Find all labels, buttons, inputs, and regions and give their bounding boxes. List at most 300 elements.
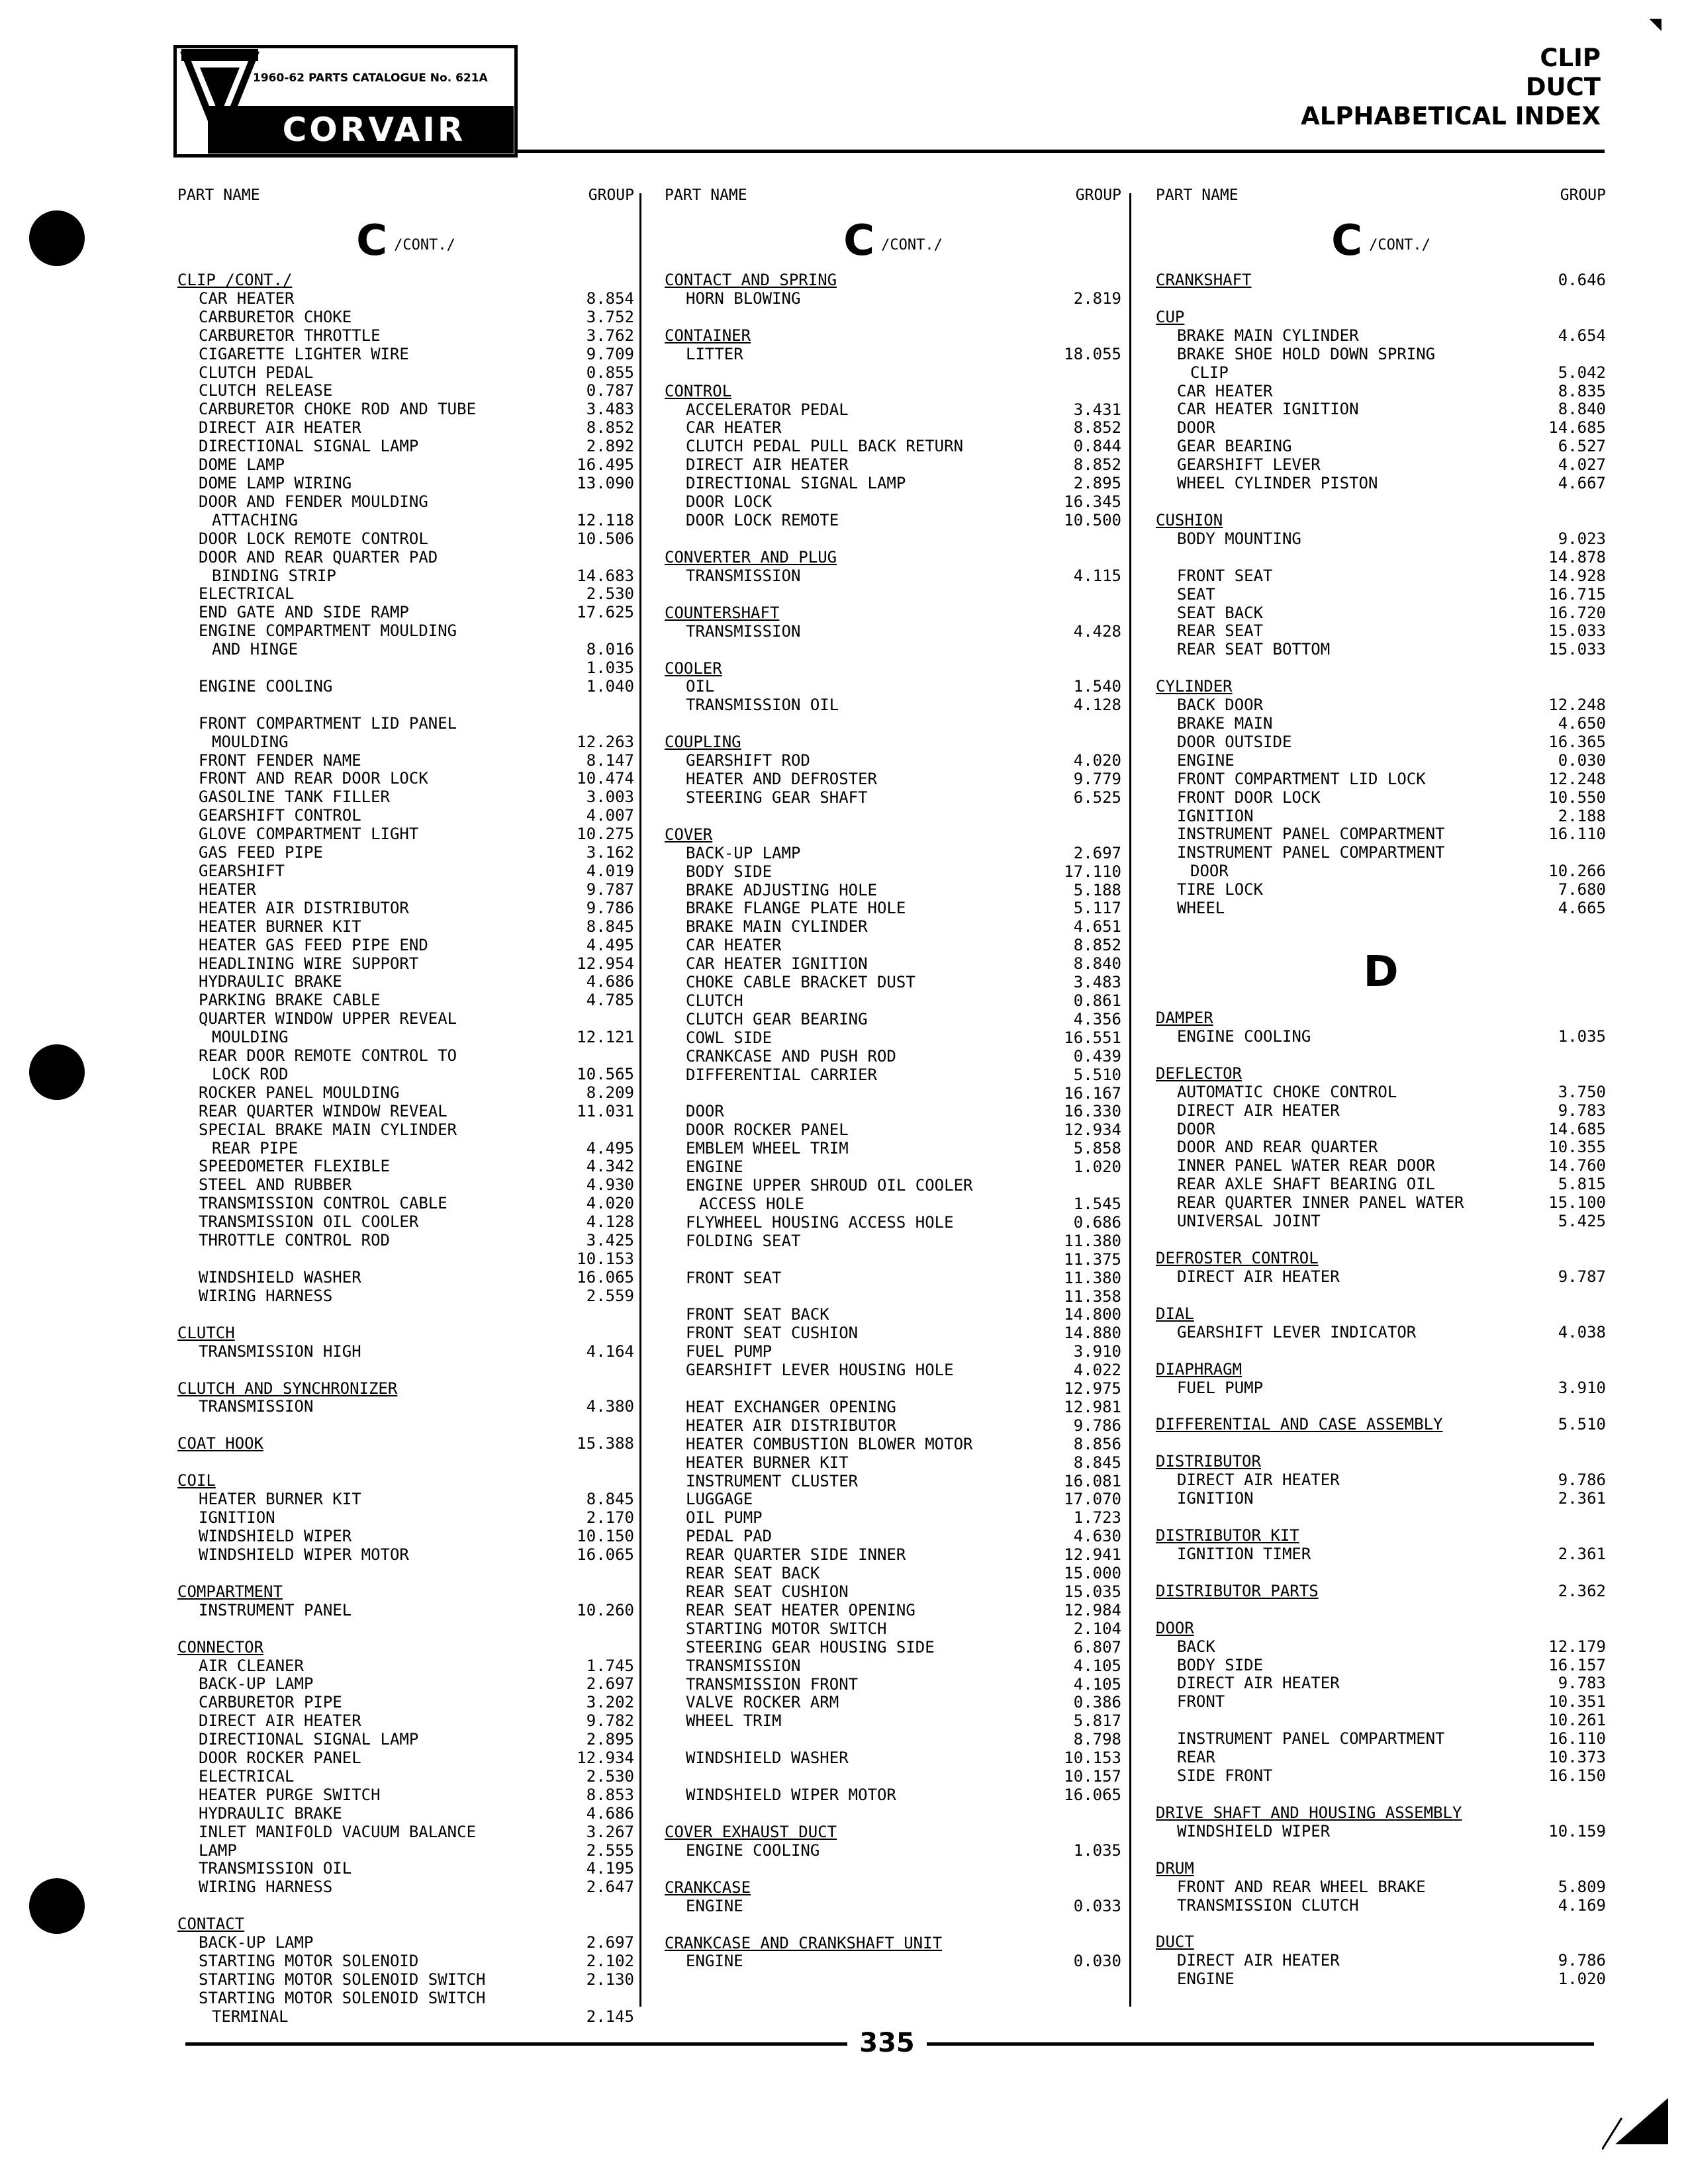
index-group [1156,1305,1606,1342]
group-header [665,549,1121,567]
entry-name: DIRECT AIR HEATER [1177,1101,1340,1120]
entry-codes [577,604,634,622]
part-name-label: PART NAME [1156,187,1239,204]
group-number: 9.023 [1558,529,1606,548]
entry-codes [586,1158,634,1176]
index-group [665,1879,1121,1916]
index-entry [177,1675,634,1694]
group-title: DISTRIBUTOR KIT [1156,1526,1299,1545]
index-entry [665,1085,1121,1122]
index-entry [665,1343,1121,1361]
group-number: 12.179 [1548,1637,1606,1656]
entry-name: SEAT [1177,584,1215,604]
entry-codes [1558,1324,1606,1342]
index-entry [1156,400,1606,419]
entry-codes [1064,1232,1121,1251]
index-entry [1156,1268,1606,1287]
group-number: 10.153 [577,1250,634,1269]
index-entry [665,456,1121,475]
group-number: 16.157 [1548,1655,1606,1674]
group-number: 3.750 [1558,1082,1606,1101]
entry-name: LITTER [686,344,743,363]
index-column-1 [177,187,634,2045]
entry-name: ENGINE COOLING [199,676,333,696]
index-entry [1156,604,1606,623]
index-entry [1156,530,1606,549]
index-entry [177,807,634,825]
entry-codes [586,1823,634,1842]
group-number: 8.798 [1073,1730,1121,1749]
entry-codes [1074,623,1121,641]
group-number: 4.038 [1558,1322,1606,1342]
entry-name: HEATER GAS FEED PIPE END [199,935,428,954]
group-number: 2.188 [1558,806,1606,825]
index-entry [665,1897,1121,1916]
index-group [665,1823,1121,1860]
group-number: 16.330 [1064,1102,1121,1121]
entry-codes [577,456,634,475]
entry-codes [1548,1138,1606,1157]
index-entry [1156,549,1606,586]
entry-name: STARTING MOTOR SOLENOID SWITCH [199,1988,486,2007]
group-number: 5.425 [1558,1212,1606,1231]
entry-name: GAS FEED PIPE [199,843,323,862]
entry-name: HEATER COMBUSTION BLOWER MOTOR [686,1434,973,1453]
section-letter [1156,212,1606,271]
entry-name: REAR PIPE [212,1138,299,1158]
group-number: 2.104 [1073,1619,1121,1638]
group-number: 5.815 [1558,1175,1606,1194]
entry-name: TRANSMISSION CLUTCH [1177,1895,1359,1915]
group-number: 4.128 [1073,696,1121,715]
index-entry [177,1287,634,1306]
group-header [177,1915,634,1934]
entry-name: FLYWHEEL HOUSING ACCESS HOLE [686,1212,954,1232]
group-number: 12.121 [577,1028,634,1047]
group-number: 1.035 [1558,1026,1606,1046]
group-number: 4.654 [1558,326,1606,345]
group-title: DEFROSTER CONTROL [1156,1248,1319,1267]
group-number: 2.895 [1073,474,1121,493]
entry-name: DIRECTIONAL SIGNAL LAMP [686,474,906,493]
entry-name: CAR HEATER [1177,381,1273,400]
entry-name: CAR HEATER IGNITION [686,954,868,974]
group-number: 12.263 [577,732,634,751]
group-number: 4.169 [1558,1895,1606,1915]
brand-name: CORVAIR [282,111,466,149]
group-header [1156,1804,1606,1823]
index-column-3 [1156,187,1606,2007]
index-entry [665,1158,1121,1177]
index-entry [177,585,634,604]
group-number: 0.439 [1073,1046,1121,1066]
entry-codes [1074,1842,1121,1860]
entry-codes [1074,1620,1121,1639]
entry-codes [586,1694,634,1712]
entry-name: STARTING MOTOR SOLENOID [199,1952,419,1971]
entry-codes [1074,844,1121,863]
entry-codes [1548,622,1606,641]
column-header [665,187,1121,212]
group-number: 2.130 [586,1970,634,1989]
index-entry [665,1842,1121,1860]
entry-codes [1064,345,1121,364]
index-entry [665,1029,1121,1048]
index-group [665,826,1121,1805]
index-entry [1156,1711,1606,1749]
entry-name: ELECTRICAL [199,1766,295,1786]
index-entry [177,899,634,918]
entry-codes [1074,936,1121,955]
group-number: 8.209 [586,1083,634,1102]
entry-name: SPEEDOMETER FLEXIBLE [199,1157,390,1176]
entry-name: WHEEL TRIM [686,1711,782,1731]
entry-name: CLUTCH PEDAL [199,363,314,382]
entry-codes [577,733,634,752]
entry-name: HEATER BURNER KIT [686,1453,849,1472]
entry-codes [1064,1602,1121,1620]
entry-name: TRANSMISSION [686,621,801,641]
group-number: 10.159 [1548,1821,1606,1841]
index-group [665,733,1121,807]
index-entry [1156,1490,1606,1508]
index-entry [665,401,1121,420]
index-entry [177,437,634,456]
entry-name: BINDING STRIP [212,566,336,585]
index-entry [177,1195,634,1213]
entry-name: BACK-UP LAMP [199,1933,314,1952]
entry-name: HORN BLOWING [686,289,801,308]
entry-codes [1548,862,1606,881]
entry-name: WINDSHIELD WIPER MOTOR [686,1785,896,1804]
entry-codes [577,1749,634,1768]
group-number: 3.910 [1073,1342,1121,1361]
entry-codes [586,419,634,437]
entry-codes [1558,1952,1606,1970]
index-entry [177,622,634,641]
group-number: 8.845 [586,1490,634,1509]
group-number: 14.880 [1064,1324,1121,1343]
entry-codes [1558,1897,1606,1915]
index-entry [1156,383,1606,401]
group-number: 14.800 [1064,1305,1121,1324]
group-number: 1.020 [1558,1970,1606,1989]
index-entry [665,863,1121,882]
group-number: 16.110 [1548,1729,1606,1749]
entry-codes [586,752,634,770]
group-number: 8.016 [586,640,634,659]
entry-codes [1548,789,1606,807]
index-entry [665,752,1121,770]
group-number: 10.266 [1548,862,1606,881]
entry-name: DOOR [1190,862,1229,881]
group-number: 16.065 [577,1545,634,1564]
entry-name: LOCK ROD [212,1064,289,1083]
index-entry [1156,1028,1606,1046]
group-number: 16.495 [577,455,634,475]
index-entry [665,1731,1121,1768]
index-entry [177,364,634,383]
group-number: 2.530 [586,584,634,604]
entry-codes [1074,401,1121,420]
index-entry [1156,456,1606,475]
entry-name: BRAKE MAIN [1177,714,1273,733]
index-entry [177,1786,634,1805]
entry-codes [1074,974,1121,992]
index-entry [1156,1083,1606,1102]
entry-name: TRANSMISSION CONTROL CABLE [199,1194,447,1213]
entry-name: ENGINE COOLING [686,1841,820,1860]
entry-name: HEATER PURGE SWITCH [199,1785,381,1804]
group-title: CLUTCH AND SYNCHRONIZER [177,1379,398,1398]
entry-codes [1064,493,1121,512]
group-title: COOLER [665,659,722,678]
group-header [665,604,1121,623]
index-group [665,271,1121,308]
entry-codes [577,955,634,974]
entry-codes [1074,1066,1121,1085]
entry-name: IGNITION TIMER [1177,1544,1311,1563]
entry-codes [577,1527,634,1546]
group-number: 5.042 [1558,363,1606,382]
entry-codes [1074,1435,1121,1454]
group-number: 16.715 [1548,584,1606,604]
group-number: 9.709 [586,344,634,363]
index-entry [665,1251,1121,1288]
entry-name: BODY SIDE [686,862,773,881]
group-number: 14.685 [1548,418,1606,437]
group-number: 2.647 [586,1878,634,1897]
group-number: 4.019 [586,861,634,880]
group-title: DISTRIBUTOR PARTS [1156,1581,1319,1600]
entry-name: TERMINAL [212,2007,289,2026]
index-entry [1156,437,1606,456]
entry-codes [1548,1157,1606,1175]
entry-name: DIRECT AIR HEATER [1177,1951,1340,1970]
group-header [1156,1065,1606,1083]
entry-codes [586,1509,634,1527]
group-header [1156,271,1606,290]
group-number: 5.817 [1073,1711,1121,1731]
group-number: 17.110 [1064,862,1121,881]
entry-codes [1558,1545,1606,1564]
group-number: 3.202 [586,1693,634,1712]
entry-name: DOOR [1177,418,1215,437]
entry-name: GEAR BEARING [1177,437,1292,456]
entry-codes [1558,400,1606,419]
index-entry [177,659,634,696]
group-number: 2.697 [1073,843,1121,862]
entry-codes [577,475,634,493]
index-group [665,604,1121,641]
index-entry [1156,586,1606,604]
index-group [1156,1361,1606,1398]
group-number: 10.275 [577,825,634,844]
entry-codes [1064,1473,1121,1491]
group-title: DRIVE SHAFT AND HOUSING ASSEMBLY [1156,1803,1462,1822]
group-header [177,1583,634,1602]
entry-name: MOULDING [212,1028,289,1047]
entry-name: WINDSHIELD WASHER [686,1749,849,1768]
entry-name: TRANSMISSION OIL COOLER [199,1212,419,1232]
group-header [665,1879,1121,1897]
group-title: CUSHION [1156,510,1223,529]
group-number: 16.720 [1548,603,1606,622]
group-number: 2.697 [586,1674,634,1694]
index-entry [177,512,634,530]
entry-codes [586,585,634,604]
entry-codes [1548,641,1606,659]
index-column-2 [665,187,1121,1989]
index-entry [177,1989,634,2008]
group-number: 5.809 [1558,1877,1606,1896]
entry-codes [586,1842,634,1860]
index-entry [177,1860,634,1878]
index-entry [177,1657,634,1676]
index-entry [177,696,634,715]
group-title: COIL [177,1471,216,1490]
group-number: 11.380 [1064,1268,1121,1287]
index-entry [177,400,634,419]
group-number: 4.650 [1558,714,1606,733]
entry-name: REAR SEAT HEATER OPENING [686,1600,915,1619]
entry-codes [586,862,634,881]
entry-name: DOOR AND REAR QUARTER PAD [199,547,438,567]
group-number: 1.035 [1073,1841,1121,1860]
index-entry [1156,752,1606,770]
group-title: COUPLING [665,733,741,752]
index-group [1156,271,1606,290]
group-title: CONTAINER [665,326,751,345]
index-entry [177,1805,634,1823]
entry-codes [1074,678,1121,696]
index-entry [665,1214,1121,1232]
entry-name: INSTRUMENT PANEL [199,1600,352,1619]
group-title: CRANKSHAFT [1156,271,1252,289]
entry-codes [1074,918,1121,936]
group-number: 2.530 [586,1766,634,1786]
index-entry [665,1121,1121,1140]
group-number: 3.483 [586,400,634,419]
letter-heading: C [356,216,388,266]
index-entry [1156,1102,1606,1120]
entry-name: REAR SEAT BACK [686,1564,820,1583]
index-entry [1156,789,1606,807]
index-entry [1156,364,1606,383]
group-number: 4.164 [586,1342,634,1361]
group-number: 5.858 [1073,1139,1121,1158]
entry-name: AIR CLEANER [199,1656,304,1675]
index-group [1156,1250,1606,1287]
part-name-label: PART NAME [665,187,747,204]
group-number: 7.680 [1558,880,1606,899]
index-entry [665,1048,1121,1066]
index-entry [665,1232,1121,1251]
index-entry [177,825,634,844]
group-number: 3.910 [1558,1378,1606,1397]
index-entry [1156,1120,1606,1139]
entry-codes [586,1934,634,1952]
index-entry [1156,1471,1606,1490]
entry-name: STARTING MOTOR SWITCH [686,1619,887,1638]
index-entry [177,1084,634,1103]
entry-name: STEERING GEAR SHAFT [686,788,868,807]
index-entry [177,991,634,1010]
group-number: 10.157 [1064,1767,1121,1786]
group-number: 12.248 [1548,696,1606,715]
entry-name: BODY MOUNTING [1177,529,1301,548]
index-entry [177,955,634,974]
index-entry [177,493,634,512]
index-entry [1156,696,1606,715]
entry-name: CRANKCASE AND PUSH ROD [686,1046,896,1066]
index-entry [665,974,1121,992]
group-number: 10.260 [577,1600,634,1619]
group-number: 12.934 [577,1749,634,1768]
entry-name: FRONT SEAT [1177,566,1273,585]
index-entry [177,1213,634,1232]
entry-name: ATTACHING [212,510,299,529]
group-number: 4.495 [586,1138,634,1158]
entry-name: SEAT BACK [1177,603,1264,622]
index-entry [665,1620,1121,1639]
entry-name: SIDE FRONT [1177,1766,1273,1785]
index-entry [1156,770,1606,789]
entry-codes [577,1066,634,1084]
entry-name: HEATER [199,880,256,899]
entry-codes [586,1287,634,1306]
index-entry [1156,1897,1606,1915]
index-entry [1156,1970,1606,1989]
entry-codes [1558,327,1606,345]
index-entry [1156,1379,1606,1398]
index-entry [177,1971,634,1989]
entry-codes [586,290,634,308]
group-number: 8.852 [1073,418,1121,437]
index-entry [665,1657,1121,1676]
index-entry [665,1380,1121,1417]
entry-codes [1548,1711,1606,1749]
group-number: 3.762 [586,326,634,345]
entry-codes [1558,1102,1606,1120]
index-group [1156,1860,1606,1915]
group-number: 4.686 [586,972,634,991]
entry-codes [1558,1379,1606,1398]
index-entry [665,770,1121,789]
index-entry [1156,345,1606,364]
entry-codes [1074,752,1121,770]
group-number: 1.545 [1073,1194,1121,1213]
entry-name: DOOR LOCK REMOTE [686,510,839,529]
group-number: 16.081 [1064,1471,1121,1490]
index-group [177,271,634,1306]
entry-codes [1074,419,1121,437]
index-entry [177,327,634,345]
entry-name: TRANSMISSION [199,1397,314,1416]
index-entry [665,1565,1121,1583]
group-number: 16.365 [1548,732,1606,751]
index-entry [665,437,1121,456]
group-number: 12.941 [1064,1545,1121,1565]
group-number: 8.845 [586,917,634,936]
index-entry [1156,622,1606,641]
index-entry [665,1952,1121,1971]
entry-name: REAR AXLE SHAFT BEARING OIL [1177,1175,1436,1194]
section-letter [177,212,634,271]
entry-codes [1548,696,1606,715]
index-entry [1156,899,1606,918]
group-number: 4.428 [1073,621,1121,641]
